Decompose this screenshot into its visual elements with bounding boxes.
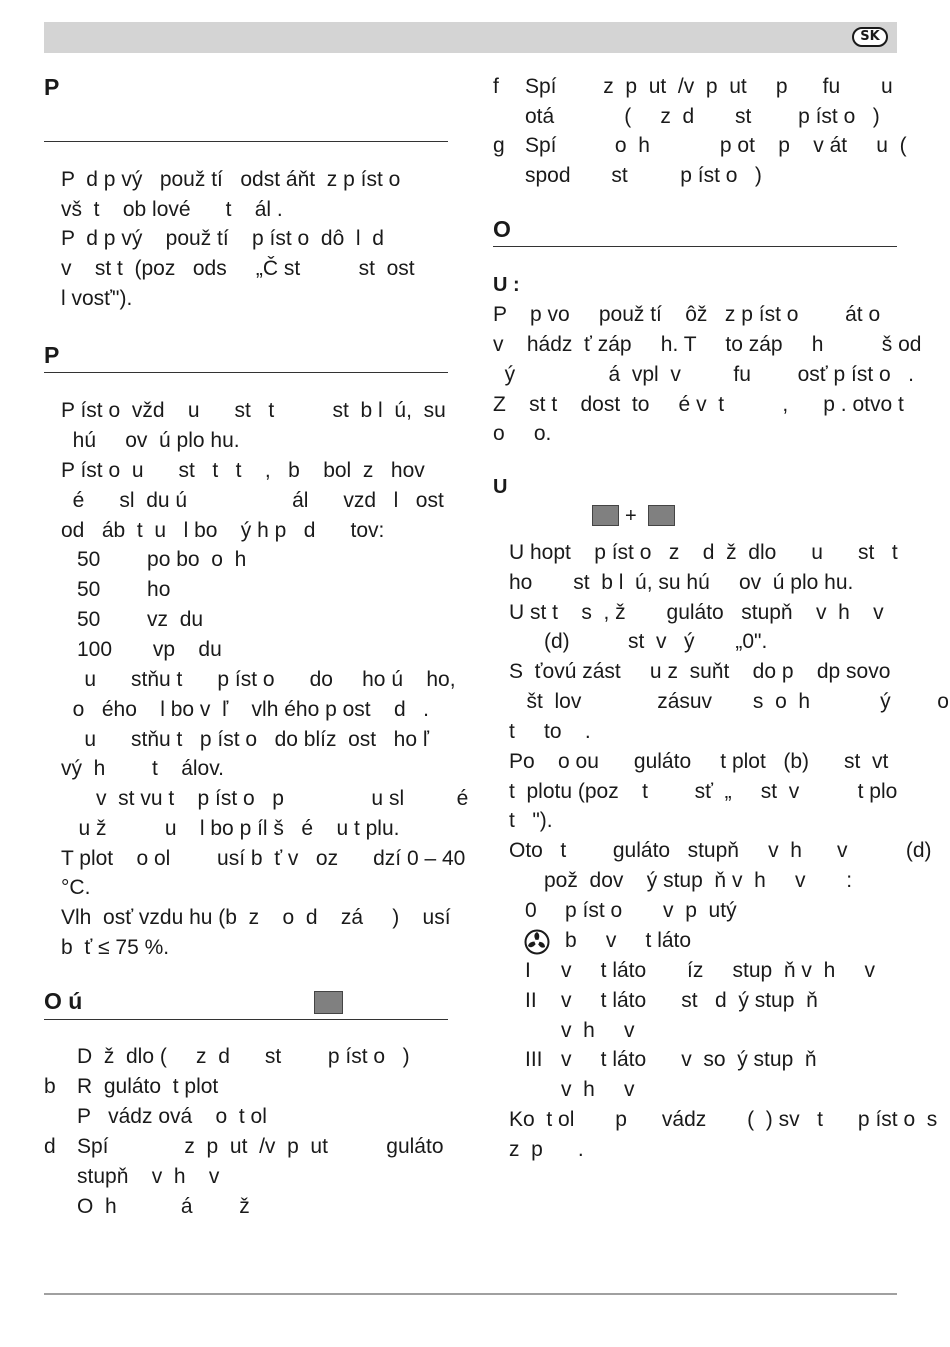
list-item: 50 vz du xyxy=(77,608,204,631)
item-key xyxy=(44,1162,64,1192)
text-line: T plot o ol usí b ť v oz dzí 0 – 40 xyxy=(61,847,466,870)
setting-key: III xyxy=(525,1048,543,1071)
item-text: Spí o h p ot p v át u ( xyxy=(525,134,907,157)
text-line: Vlh osť vzdu hu (b z o d zá ) usí xyxy=(61,906,451,929)
text-line: vý h t álov. xyxy=(61,757,224,780)
list-item: 50 ho xyxy=(77,578,171,601)
text-line: u ž u l bo p íl š é u t plu. xyxy=(61,817,400,840)
text-line: u stňu t p íst o do blíz ost ho ľ xyxy=(61,728,429,751)
section-heading-4: O xyxy=(493,216,511,242)
text-line: t "). xyxy=(509,809,553,832)
text-line: P p vo použ tí ôž z p íst o át o xyxy=(493,303,881,326)
item-text: spod st p íst o ) xyxy=(525,164,762,187)
footer-rule xyxy=(44,1293,897,1295)
setting-text: b v t láto xyxy=(565,929,692,952)
setting-key: II xyxy=(525,989,537,1012)
text-line: u stňu t p íst o do ho ú ho, xyxy=(61,668,456,691)
text-line: v hádz ť záp h. T to záp h š od xyxy=(493,333,922,356)
item-key: d xyxy=(44,1135,56,1158)
item-text: otá ( z d st p íst o ) xyxy=(525,105,880,128)
fan-icon xyxy=(524,929,550,955)
text-line: št lov zásuv s o h ý o xyxy=(509,690,949,713)
section-heading-1: P xyxy=(44,74,60,100)
item-text: D ž dlo ( z d st p íst o ) xyxy=(77,1045,410,1068)
text-line: z p . xyxy=(509,1138,584,1161)
item-text: O h á ž xyxy=(77,1195,250,1218)
item-text: R guláto t plot xyxy=(77,1075,219,1098)
plus-symbol: + xyxy=(625,505,637,527)
setting-text: v t láto v so ý stup ň xyxy=(561,1048,817,1071)
section-heading-2: P xyxy=(44,342,60,368)
item-key xyxy=(44,1192,64,1222)
item-key xyxy=(493,102,513,132)
text-line: Oto t guláto stupň v h v (d) xyxy=(509,839,932,862)
text-line: o ého l bo v ľ vlh ého p ost d . xyxy=(61,698,429,721)
text-line: t to . xyxy=(509,720,591,743)
text-line: v st t (poz ods „Č st st ost xyxy=(61,257,415,280)
item-text: Spí z p ut /v p ut p fu u xyxy=(525,75,893,98)
setting-key: I xyxy=(525,959,531,982)
list-item: 50 po bo o h xyxy=(77,548,247,571)
appliance-figure-icon xyxy=(314,991,343,1014)
setting-text: v h v xyxy=(561,1078,635,1101)
section-rule-1 xyxy=(44,141,448,142)
setting-text: v t láto st d ý stup ň xyxy=(561,989,818,1012)
section-rule-2 xyxy=(44,372,448,373)
item-key xyxy=(44,1042,64,1072)
text-line: Po o ou guláto t plot (b) st vt xyxy=(509,750,889,773)
text-line: o o. xyxy=(493,422,552,445)
item-text: P vádz ová o t ol xyxy=(77,1105,267,1128)
setting-key: 0 xyxy=(525,899,537,922)
subheading-2: U xyxy=(493,476,508,498)
text-line: v st vu t p íst o p u sl é xyxy=(61,787,469,810)
text-line: Ko t ol p vádz ( ) sv t p íst o s xyxy=(509,1108,938,1131)
header-bar xyxy=(44,22,897,53)
figure-ref-icon-a xyxy=(592,505,619,526)
section-rule-4 xyxy=(493,246,897,247)
item-text: stupň v h v xyxy=(77,1165,220,1188)
text-line: S ťovú zást u z suňt do p dp sovo xyxy=(509,660,891,683)
text-line: l vosť"). xyxy=(61,287,133,310)
subheading-1: U : xyxy=(493,274,520,296)
item-key xyxy=(44,1102,64,1132)
figure-ref-icon-b xyxy=(648,505,675,526)
text-line: P íst o vžd u st t st b l ú, su xyxy=(61,399,446,422)
item-key xyxy=(493,161,513,191)
setting-text: v t láto íz stup ň v h v xyxy=(561,959,875,982)
text-line: °C. xyxy=(61,876,91,899)
section-heading-3: O ú xyxy=(44,988,83,1014)
text-line: ho st b l ú, su hú ov ú plo hu. xyxy=(509,571,854,594)
text-line: é sl du ú ál vzd l ost xyxy=(61,489,444,512)
text-line: P d p vý použ tí odst áňt z p íst o xyxy=(61,168,401,191)
text-line: (d) st v ý „0". xyxy=(509,630,768,653)
text-line: U st t s , ž guláto stupň v h v xyxy=(509,601,884,624)
text-line: vš t ob lové t ál . xyxy=(61,198,283,221)
language-badge: SK xyxy=(852,27,888,47)
item-key: g xyxy=(493,134,505,157)
text-line: hú ov ú plo hu. xyxy=(61,429,240,452)
item-key: b xyxy=(44,1075,56,1098)
text-line: t plotu (poz t sť „ st v t plo xyxy=(509,780,898,803)
text-line: b ť ≤ 75 %. xyxy=(61,936,170,959)
item-key: f xyxy=(493,75,499,98)
text-line: P íst o u st t t , b bol z hov xyxy=(61,459,425,482)
text-line: Z st t dost to é v t , p . otvo t xyxy=(493,393,904,416)
item-text: Spí z p ut /v p ut guláto xyxy=(77,1135,444,1158)
text-line: od áb t u l bo ý h p d tov: xyxy=(61,519,385,542)
section-rule-3 xyxy=(44,1019,448,1020)
text-line: P d p vý použ tí p íst o dô l d xyxy=(61,227,384,250)
setting-text: v h v xyxy=(561,1019,635,1042)
text-line: ý á vpl v fu osť p íst o . xyxy=(493,363,915,386)
setting-text: p íst o v p utý xyxy=(565,899,737,922)
text-line: pož dov ý stup ň v h v : xyxy=(509,869,853,892)
list-item: 100 vp du xyxy=(77,638,222,661)
text-line: U hopt p íst o z d ž dlo u st t xyxy=(509,541,898,564)
